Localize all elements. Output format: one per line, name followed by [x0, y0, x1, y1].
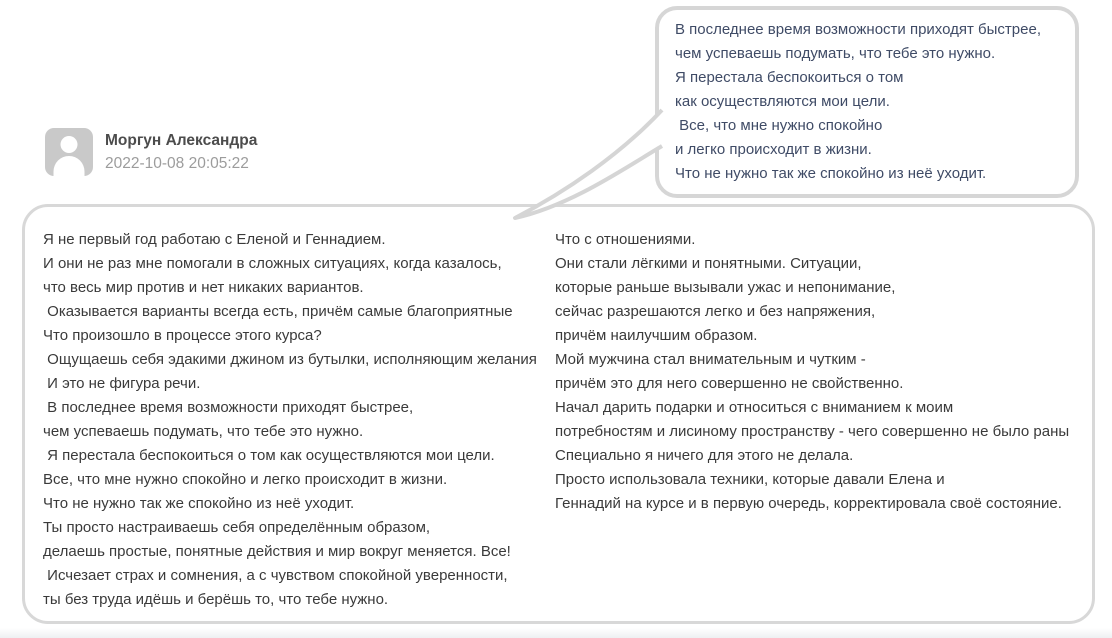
review-line: делаешь простые, понятные действия и мир вокруг меняется. Все! [43, 543, 511, 560]
person-silhouette-icon [54, 156, 85, 176]
review-line: Мой мужчина стал внимательным и чутким - [555, 351, 866, 368]
review-line: Ты просто настраиваешь себя определённым образом, [43, 519, 431, 536]
review-line: И они не раз мне помогали в сложных ситуациях, когда казалось, [43, 255, 502, 272]
author-name: Моргун Александра [105, 132, 258, 149]
review-line: Что с отношениями. [555, 231, 696, 248]
review-line: В последнее время возможности приходят быстрее, [43, 399, 414, 416]
review-line: потребностям и лисиному пространству - чего совершенно не было раны [555, 423, 1070, 440]
quote-bubble-lines [675, 18, 1059, 186]
review-left-column [43, 228, 555, 608]
review-line: причём наилучшим образом. [555, 327, 758, 344]
quote-line: и легко происходит в жизни. [675, 141, 872, 158]
quote-line: чем успеваешь подумать, что тебе это нужно. [675, 45, 996, 62]
next-element-edge [0, 628, 1112, 638]
review-line: Геннадий на курсе и в первую очередь, корректировала своё состояние. [555, 495, 1062, 512]
speech-bubble-tail-icon [480, 100, 680, 225]
review-bubble [22, 204, 1095, 624]
review-line: которые раньше вызывали ужас и непонимание, [555, 279, 896, 296]
quote-line: Я перестала беспокоиться о том [675, 69, 904, 86]
review-line: Начал дарить подарки и относиться с вниманием к моим [555, 399, 954, 416]
review-line: Исчезает страх и сомнения, а с чувством спокойной уверенности, [43, 567, 508, 584]
quote-line: В последнее время возможности приходят быстрее, [675, 21, 1041, 38]
quote-line: Все, что мне нужно спокойно [675, 117, 883, 134]
review-line: И это не фигура речи. [43, 375, 201, 392]
review-timestamp: 2022-10-08 20:05:22 [105, 155, 249, 172]
quote-line: как осуществляются мои цели. [675, 93, 890, 110]
review-line: Я перестала беспокоиться о том как осуществляются мои цели. [43, 447, 495, 464]
review-line: Просто использовала техники, которые давали Елена и [555, 471, 945, 488]
review-line: что весь мир против и нет никаких вариантов. [43, 279, 364, 296]
review-line: Я не первый год работаю с Еленой и Геннадием. [43, 231, 386, 248]
review-line: Все, что мне нужно спокойно и легко происходит в жизни. [43, 471, 448, 488]
review-line: Что не нужно так же спокойно из неё уходит. [43, 495, 355, 512]
review-line: ты без труда идёшь и берёшь то, что тебе нужно. [43, 591, 389, 608]
quote-bubble [655, 6, 1079, 198]
review-line: Они стали лёгкими и понятными. Ситуации, [555, 255, 862, 272]
review-line: причём это для него совершенно не свойственно. [555, 375, 904, 392]
avatar [45, 128, 93, 176]
review-line: Оказывается варианты всегда есть, причём самые благоприятные [43, 303, 513, 320]
person-silhouette-icon [61, 136, 78, 153]
quote-line: Что не нужно так же спокойно из неё уходит. [675, 165, 987, 182]
review-line: Специально я ничего для этого не делала. [555, 447, 854, 464]
review-line: Ощущаешь себя эдакими джином из бутылки, исполняющим желания [43, 351, 537, 368]
review-line: Что произошло в процессе этого курса? [43, 327, 322, 344]
review-line: чем успеваешь подумать, что тебе это нужно. [43, 423, 364, 440]
review-right-column [555, 228, 1076, 605]
review-line: сейчас разрешаются легко и без напряжения, [555, 303, 876, 320]
